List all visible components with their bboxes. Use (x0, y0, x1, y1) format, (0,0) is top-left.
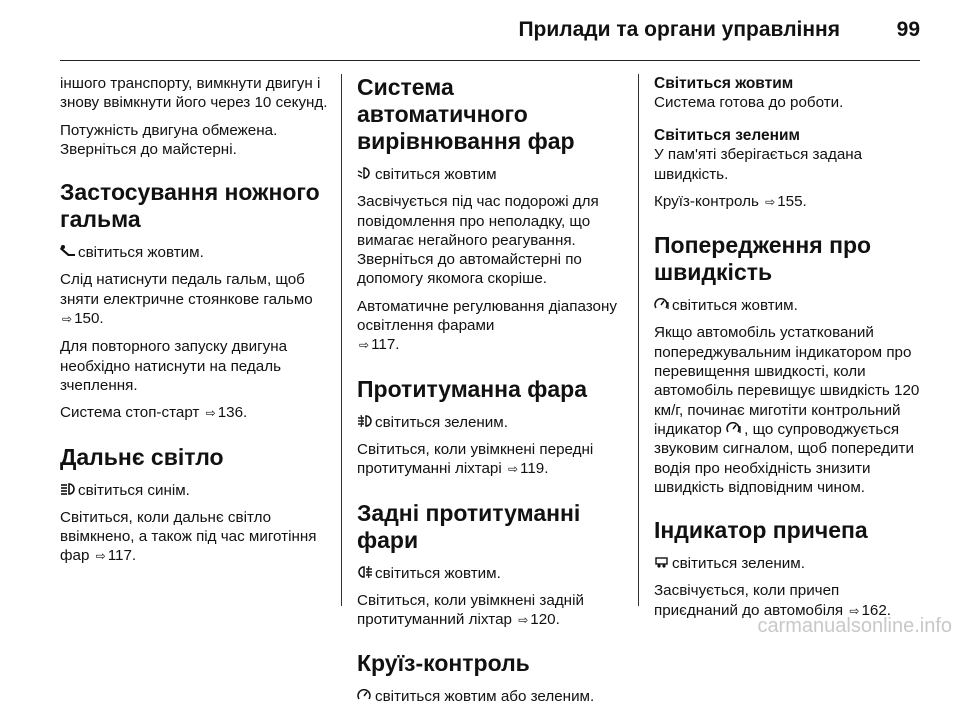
ref-arrow-icon: ⇨ (849, 603, 860, 618)
page-number: 99 (896, 18, 920, 41)
section-heading-speed-warning: Попередження про швидкість (654, 232, 872, 286)
page-ref-link[interactable]: 136. (217, 404, 248, 422)
page-title: Прилади та органи управління (518, 18, 840, 41)
status-line: світиться зеленим. (654, 554, 922, 573)
cruise-control-icon (357, 687, 375, 706)
paragraph: Система готова до роботи. (654, 94, 844, 111)
ref-arrow-icon: ⇨ (62, 312, 73, 327)
brake-pedal-icon (60, 243, 78, 262)
column-divider (638, 74, 639, 606)
page-ref-link[interactable]: 162. (861, 601, 892, 619)
rear-fog-icon (357, 564, 375, 583)
subheading-yellow: Світиться жовтим (654, 75, 794, 92)
paragraph: Автоматичне регулювання діапазону освітлення фарами ⇨ 117. (357, 297, 625, 356)
page-ref-link[interactable]: 117. (371, 336, 400, 354)
section-heading-rear-fog: Задні протитуманні фари (357, 499, 581, 553)
page-header (60, 0, 920, 61)
column-3 (654, 74, 922, 629)
section-heading-fog-light: Протитуманна фара (357, 375, 588, 402)
paragraph: У пам'яті зберігається задана швидкість. (654, 146, 863, 183)
high-beam-icon (60, 481, 78, 500)
ref-arrow-icon: ⇨ (765, 194, 776, 209)
page-ref-link[interactable]: 155. (777, 192, 807, 210)
speed-warning-icon (726, 420, 744, 439)
ref-arrow-icon: ⇨ (359, 338, 370, 353)
ref-arrow-icon: ⇨ (518, 613, 529, 628)
subheading-green: Світиться зеленим (654, 127, 800, 145)
paragraph: Слід натиснути педаль гальм, щоб зняти електричне стоянкове гальмо ⇨ 150. (60, 270, 328, 329)
status-line: світиться жовтим (357, 165, 625, 184)
paragraph: Система стоп-старт ⇨ 136. (60, 403, 328, 423)
paragraph: Для повторного запуску двигуна необхідно натиснути на педаль зчеплення. (60, 338, 288, 394)
ref-arrow-icon: ⇨ (205, 406, 216, 421)
watermark: carmanualsonline.info (757, 615, 952, 637)
paragraph: Світиться, коли увімкнені передні протитуманні ліхтарі ⇨ 119. (357, 440, 625, 480)
speed-warning-icon (654, 296, 672, 315)
column-divider (341, 74, 342, 606)
ref-arrow-icon: ⇨ (507, 462, 519, 477)
column-2 (357, 74, 625, 715)
status-line: світиться жовтим. (357, 564, 625, 583)
ref-arrow-icon: ⇨ (95, 549, 106, 564)
paragraph: Засвічується, коли причеп приєднаний до автомобіля ⇨ 162. (654, 581, 922, 621)
paragraph: Круїз-контроль ⇨ 155. (654, 192, 922, 212)
paragraph: Якщо автомобіль устаткований попереджувальним індикатором про перевищення швидкості, коли автомобіль перевищує швидкість 120 км/г, починає миготіти контрольний індикатор , що супроводжується звуковим сигналом, щоб попередити водія про необхідність знизити швидкість відповідним чином. (654, 324, 920, 496)
status-line: світиться жовтим. (654, 296, 922, 315)
page-ref-link[interactable]: 117. (107, 547, 137, 565)
headlight-level-icon (357, 165, 375, 184)
page-ref-link[interactable]: 150. (74, 310, 104, 328)
section-heading-headlight-levelling: Система автоматичного вирівнювання фар (357, 74, 575, 154)
paragraph: Світиться, коли дальнє світло ввімкнено, а також під час миготіння фар ⇨ 117. (60, 508, 328, 567)
trailer-icon (654, 554, 672, 573)
page-ref-link[interactable]: 119. (520, 460, 549, 478)
status-line: світиться синім. (60, 481, 328, 500)
paragraph: Засвічується під час подорожі для повідомлення про неполадку, що вимагає негайного реагування. Зверніться до автомайстерні по допомогу якомога скоріше. (357, 193, 599, 288)
front-fog-icon (357, 413, 375, 432)
status-line: світиться жовтим або зеленим. (357, 687, 625, 706)
status-line: світиться жовтим. (60, 243, 328, 262)
paragraph: Світиться, коли увімкнені задній протитуманний ліхтар ⇨ 120. (357, 591, 625, 631)
section-heading-trailer-indicator: Індикатор причепа (654, 517, 868, 544)
section-heading-cruise-control: Круїз-контроль (357, 650, 530, 677)
column-1 (60, 74, 328, 575)
paragraph: іншого транспорту, вимкнути двигун і знову ввімкнути його через 10 секунд. (60, 75, 328, 112)
section-heading-brake: Застосування ножного гальма (60, 179, 320, 233)
section-heading-high-beam: Дальнє світло (60, 443, 224, 470)
page-ref-link[interactable]: 120. (530, 611, 560, 629)
status-line: світиться зеленим. (357, 413, 625, 432)
paragraph: Потужність двигуна обмежена. Зверніться до майстерні. (60, 121, 278, 158)
